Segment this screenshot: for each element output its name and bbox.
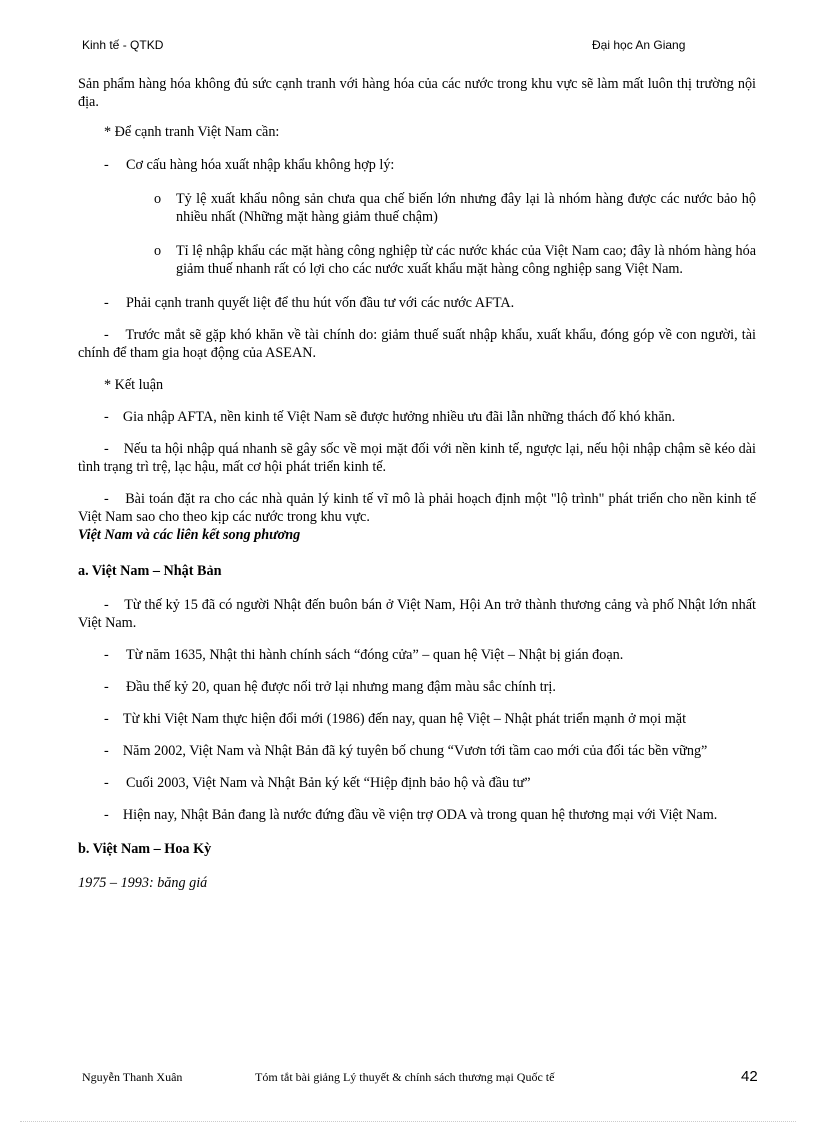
- page-body: [78, 75, 756, 892]
- bullet-item: [78, 678, 756, 696]
- dash-marker: -: [104, 409, 123, 425]
- sub-bullet-text: Tỷ lệ xuất khẩu nông sản chưa qua chế biến lớn nhưng đây lại là nhóm hàng được các nước bảo hộ nhiều nhất (Những mặt hàng giảm thuế chậm): [176, 191, 756, 225]
- bullet-text: Phải cạnh tranh quyết liệt để thu hút vốn đầu tư với các nước AFTA.: [126, 295, 515, 311]
- bullet-item: [78, 326, 756, 362]
- bullet-item: [78, 156, 756, 174]
- header-right: Đại học An Giang: [592, 38, 686, 52]
- bullet-text: Từ năm 1635, Nhật thi hành chính sách “đóng cửa” – quan hệ Việt – Nhật bị gián đoạn.: [126, 647, 624, 663]
- dash-marker: -: [104, 157, 109, 173]
- bullet-item: [78, 646, 756, 664]
- section-label: * Để cạnh tranh Việt Nam cần:: [104, 124, 280, 140]
- dash-marker: -: [104, 647, 109, 663]
- sub-bullet-item: [78, 242, 756, 278]
- sub-bullet-text: Tỉ lệ nhập khẩu các mặt hàng công nghiệp từ các nước khác của Việt Nam cao; đây là nhóm hàng hóa giảm thuế nhanh rất có lợi cho các nước xuất khẩu mặt hàng công nghiệp sang Việt Nam.: [176, 243, 756, 277]
- dash-marker: -: [104, 597, 125, 613]
- dash-marker: -: [104, 679, 109, 695]
- dash-marker: -: [104, 743, 123, 759]
- bullet-text: Bài toán đặt ra cho các nhà quản lý kinh tế vĩ mô là phải hoạch định một "lộ trình" phát triển cho nền kinh tế Việt Nam sao cho theo kịp các nước trong khu vực.: [78, 491, 756, 525]
- dash-marker: -: [104, 807, 123, 823]
- section-label: * Kết luận: [104, 377, 164, 393]
- subsection-heading: a. Việt Nam – Nhật Bản: [78, 563, 222, 579]
- period-label: 1975 – 1993: băng giá: [78, 875, 208, 891]
- bullet-text: Hiện nay, Nhật Bản đang là nước đứng đầu về viện trợ ODA và trong quan hệ thương mại với Việt Nam.: [122, 807, 718, 823]
- page-edge-divider: [20, 1121, 796, 1122]
- header-left: Kinh tế - QTKD: [82, 38, 164, 52]
- bullet-item: [78, 490, 756, 526]
- bullet-text: Gia nhập AFTA, nền kinh tế Việt Nam sẽ được hưởng nhiều ưu đãi lẫn những thách đố khó khăn.: [122, 409, 676, 425]
- bullet-item: [78, 774, 756, 792]
- bullet-text: Năm 2002, Việt Nam và Nhật Bản đã ký tuyên bố chung “Vươn tới tầm cao mới của đối tác bền vững”: [122, 743, 708, 759]
- dash-marker: -: [104, 327, 126, 343]
- bullet-item: [78, 294, 756, 312]
- bullet-item: [78, 440, 756, 476]
- dash-marker: -: [104, 441, 124, 457]
- sub-bullet-item: [78, 190, 756, 226]
- bullet-text: Đầu thế kỷ 20, quan hệ được nối trở lại nhưng mang đậm màu sắc chính trị.: [126, 679, 556, 695]
- bullet-item: [78, 596, 756, 632]
- bullet-item: [78, 742, 756, 760]
- bullet-text: Trước mắt sẽ gặp khó khăn về tài chính do: giảm thuế suất nhập khẩu, xuất khẩu, đóng góp về con người, tài chính để tham gia hoạt động của ASEAN.: [78, 327, 756, 361]
- bullet-text: Nếu ta hội nhập quá nhanh sẽ gây sốc về mọi mặt đối với nền kinh tế, ngược lại, nếu hội nhập chậm sẽ kéo dài tình trạng trì trệ, lạc hậu, mất cơ hội phát triển kinh tế.: [78, 441, 756, 475]
- dash-marker: -: [104, 775, 109, 791]
- circle-marker: o: [154, 243, 162, 259]
- dash-marker: -: [104, 295, 109, 311]
- footer-author: Nguyễn Thanh Xuân: [82, 1070, 183, 1084]
- page-number: 42: [741, 1068, 758, 1085]
- subsection-heading: b. Việt Nam – Hoa Kỳ: [78, 841, 212, 857]
- bullet-item: [78, 408, 756, 426]
- bullet-item: [78, 806, 756, 824]
- footer-title: Tóm tắt bài giảng Lý thuyết & chính sách thương mại Quốc tế: [255, 1070, 555, 1084]
- bullet-text: Từ khi Việt Nam thực hiện đổi mới (1986) đến nay, quan hệ Việt – Nhật phát triển mạnh ở mọi mặt: [122, 711, 687, 727]
- bullet-text: Từ thế kỷ 15 đã có người Nhật đến buôn bán ở Việt Nam, Hội An trở thành thương cảng và phố Nhật lớn nhất Việt Nam.: [78, 597, 756, 631]
- bullet-text: Cuối 2003, Việt Nam và Nhật Bản ký kết “Hiệp định bảo hộ và đầu tư”: [126, 775, 531, 791]
- bullet-text: Cơ cấu hàng hóa xuất nhập khẩu không hợp lý:: [126, 157, 395, 173]
- paragraph: Sản phẩm hàng hóa không đủ sức cạnh tranh với hàng hóa của các nước trong khu vực sẽ làm mất luôn thị trường nội địa.: [78, 76, 756, 110]
- dash-marker: -: [104, 491, 126, 507]
- dash-marker: -: [104, 711, 123, 727]
- circle-marker: o: [154, 191, 162, 207]
- bullet-item: [78, 710, 756, 728]
- section-heading: Việt Nam và các liên kết song phương: [78, 527, 301, 543]
